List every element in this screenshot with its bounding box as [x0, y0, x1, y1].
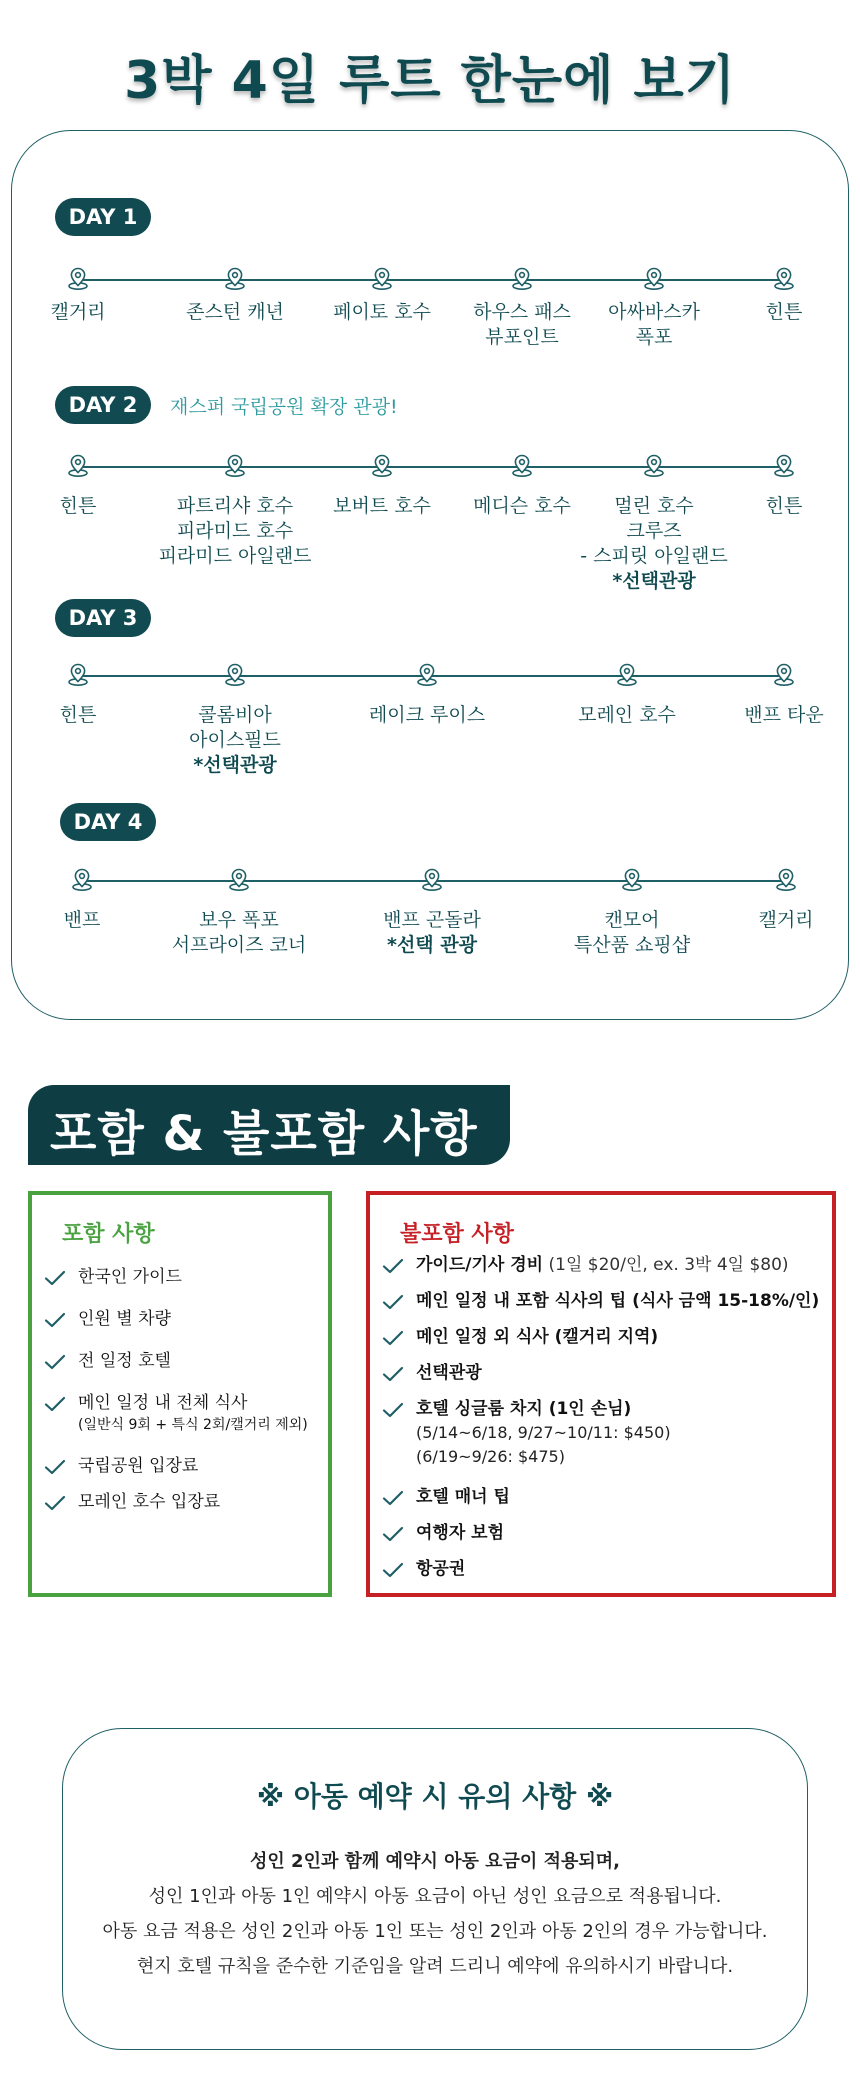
excluded-item: [382, 1397, 824, 1469]
route-stop-name: 힌튼: [765, 301, 803, 323]
excluded-title: 불포함 사항: [400, 1222, 514, 1247]
excluded-item-price: (5/14~6/18, 9/27~10/11: $450): [416, 1423, 671, 1442]
map-pin-icon: [226, 866, 252, 892]
route-stop-name: 크루즈: [626, 520, 682, 542]
optional-tour-note: *선택관광: [193, 754, 277, 776]
checkmark-icon: [382, 1257, 404, 1275]
excluded-item-text: 여행자 보험: [416, 1523, 505, 1543]
route-stop-name: 멀린 호수: [614, 495, 694, 517]
page-title: 3박 4일 루트 한눈에 보기: [124, 51, 736, 111]
included-title: 포함 사항: [62, 1222, 155, 1247]
checkmark-icon: [44, 1311, 66, 1329]
route-line-day-1: [78, 279, 784, 281]
included-item: [44, 1490, 320, 1514]
excluded-box: [366, 1191, 836, 1597]
excluded-item-text: 메인 일정 내 포함 식사의 팁 (식사 금액 15-18%/인): [416, 1291, 820, 1311]
notice-line-2: 성인 1인과 아동 1인 예약시 아동 요금이 아닌 성인 요금으로 적용됩니다.: [148, 1886, 722, 1907]
included-item: [44, 1391, 320, 1435]
excluded-item-price: (6/19~9/26: $475): [416, 1447, 565, 1466]
route-stop-name: 특산품 쇼핑샵: [573, 934, 691, 956]
map-pin-icon: [222, 452, 248, 478]
route-stop-name: 캔모어: [604, 909, 660, 931]
route-stop-name: 피라미드 호수: [176, 520, 294, 542]
route-stop-name: 파트리샤 호수: [176, 495, 294, 517]
route-stop-name: 밴프 타운: [744, 704, 824, 726]
map-pin-icon: [369, 265, 395, 291]
section-title: 포함 & 불포함 사항: [50, 1106, 478, 1162]
excluded-item: [382, 1253, 824, 1277]
route-stop: [684, 300, 860, 325]
day-label-4: DAY 4: [60, 803, 156, 841]
excluded-item-text: 가이드/기사 경비 (1일 $20/인, ex. 3박 4일 $80): [416, 1255, 789, 1275]
checkmark-icon: [382, 1561, 404, 1579]
route-stop-name: 피라미드 아일랜드: [158, 545, 312, 567]
route-stop-name: 힌튼: [765, 495, 803, 517]
checkmark-icon: [44, 1458, 66, 1476]
map-pin-icon: [65, 452, 91, 478]
day-label-3: DAY 3: [55, 599, 151, 637]
optional-tour-note: *선택관광: [612, 570, 696, 592]
route-stop-name: 서프라이즈 코너: [171, 934, 307, 956]
map-pin-icon: [65, 265, 91, 291]
route-stop-name: 콜롬비아: [198, 704, 272, 726]
day-label-2: DAY 2: [55, 386, 151, 424]
excluded-item-text: 항공권: [416, 1559, 466, 1579]
map-pin-icon: [414, 661, 440, 687]
map-pin-icon: [509, 265, 535, 291]
route-stop-name: 힌튼: [59, 704, 97, 726]
route-stop-name: 캘거리: [50, 301, 106, 323]
map-pin-icon: [222, 661, 248, 687]
child-booking-notice: [62, 1728, 808, 2050]
route-stop-name: 밴프: [63, 909, 101, 931]
route-stop: [327, 703, 527, 728]
route-stop-name: 보버트 호수: [333, 495, 431, 517]
excluded-item: [382, 1521, 824, 1545]
included-item-text: 한국인 가이드: [78, 1267, 182, 1287]
day-note-2: 재스퍼 국립공원 확장 관광!: [170, 396, 398, 418]
route-stop-name: 페이토 호수: [333, 301, 431, 323]
excluded-item: [382, 1325, 824, 1349]
route-stop: [139, 908, 339, 958]
checkmark-icon: [44, 1269, 66, 1287]
map-pin-icon: [509, 452, 535, 478]
route-stop-name: 하우스 패스: [473, 301, 571, 323]
route-stop-name: 메디슨 호수: [473, 495, 571, 517]
map-pin-icon: [69, 866, 95, 892]
map-pin-icon: [771, 265, 797, 291]
route-stop-name: 아이스필드: [189, 729, 281, 751]
route-stop-name: 보우 폭포: [199, 909, 279, 931]
route-line-day-2: [78, 466, 784, 468]
map-pin-icon: [614, 661, 640, 687]
checkmark-icon: [382, 1293, 404, 1311]
notice-line-3: 아동 요금 적용은 성인 2인과 아동 1인 또는 성인 2인과 아동 2인의 경우 가능합니다.: [102, 1921, 768, 1942]
excluded-item-text: 메인 일정 외 식사 (캘거리 지역): [416, 1327, 659, 1347]
included-item: [44, 1454, 320, 1478]
included-item: [44, 1349, 320, 1373]
checkmark-icon: [382, 1329, 404, 1347]
checkmark-icon: [44, 1494, 66, 1512]
included-item-text: 메인 일정 내 전체 식사: [78, 1393, 248, 1413]
excluded-item-text: 선택관광: [416, 1363, 482, 1383]
notice-line-4: 현지 호텔 규칙을 준수한 기준임을 알려 드리니 예약에 유의하시기 바랍니다.: [136, 1956, 734, 1977]
route-stop-name: 폭포: [635, 326, 673, 348]
included-item: [44, 1265, 320, 1289]
route-stop: [684, 703, 860, 728]
route-stop-name: 모레인 호수: [578, 704, 676, 726]
excluded-item-text: 호텔 싱글룸 차지 (1인 손님): [416, 1399, 632, 1419]
optional-tour-note: *선택 관광: [387, 934, 477, 956]
included-box: [28, 1191, 332, 1597]
map-pin-icon: [641, 452, 667, 478]
notice-line-1: [63, 1847, 807, 1873]
route-stop: [135, 703, 335, 778]
route-stop-name: 아싸바스카: [608, 301, 700, 323]
map-pin-icon: [65, 661, 91, 687]
excluded-item-detail: (1일 $20/인, ex. 3박 4일 $80): [543, 1255, 789, 1275]
notice-line-1-text: 성인 2인과 함께 예약시 아동 요금이 적용되며,: [250, 1851, 620, 1872]
included-item-note: (일반식 9회 + 특식 2회/캘거리 제외): [78, 1417, 308, 1433]
map-pin-icon: [771, 452, 797, 478]
route-stop-name: 캘거리: [758, 909, 814, 931]
route-stop: [684, 494, 860, 519]
route-stop-name: 레이크 루이스: [368, 704, 486, 726]
route-stop-name: 뷰포인트: [485, 326, 559, 348]
checkmark-icon: [382, 1489, 404, 1507]
included-item: [44, 1307, 320, 1331]
excluded-item: [382, 1361, 824, 1385]
checkmark-icon: [44, 1353, 66, 1371]
route-stop: [686, 908, 860, 933]
excluded-item-text: 호텔 매너 팁: [416, 1487, 510, 1507]
day-label-1: DAY 1: [55, 198, 151, 236]
map-pin-icon: [369, 452, 395, 478]
map-pin-icon: [773, 866, 799, 892]
map-pin-icon: [222, 265, 248, 291]
route-stop-name: 힌튼: [59, 495, 97, 517]
checkmark-icon: [382, 1401, 404, 1419]
route-stop-name: - 스피릿 아일랜드: [580, 545, 728, 567]
map-pin-icon: [641, 265, 667, 291]
map-pin-icon: [619, 866, 645, 892]
map-pin-icon: [419, 866, 445, 892]
checkmark-icon: [44, 1395, 66, 1413]
checkmark-icon: [382, 1525, 404, 1543]
route-stop-name: 존스턴 캐년: [186, 301, 284, 323]
excluded-item: [382, 1289, 824, 1313]
section-banner: [28, 1085, 510, 1165]
included-item-text: 국립공원 입장료: [78, 1456, 199, 1476]
included-item-text: 모레인 호수 입장료: [78, 1492, 221, 1512]
excluded-item: [382, 1557, 824, 1581]
excluded-item: [382, 1485, 824, 1509]
checkmark-icon: [382, 1365, 404, 1383]
included-item-text: 전 일정 호텔: [78, 1351, 171, 1371]
notice-title: ※ 아동 예약 시 유의 사항 ※: [256, 1780, 614, 1813]
map-pin-icon: [771, 661, 797, 687]
route-stop: [332, 908, 532, 958]
route-stop-name: 밴프 곤돌라: [383, 909, 481, 931]
included-item-text: 인원 별 차량: [78, 1309, 171, 1329]
